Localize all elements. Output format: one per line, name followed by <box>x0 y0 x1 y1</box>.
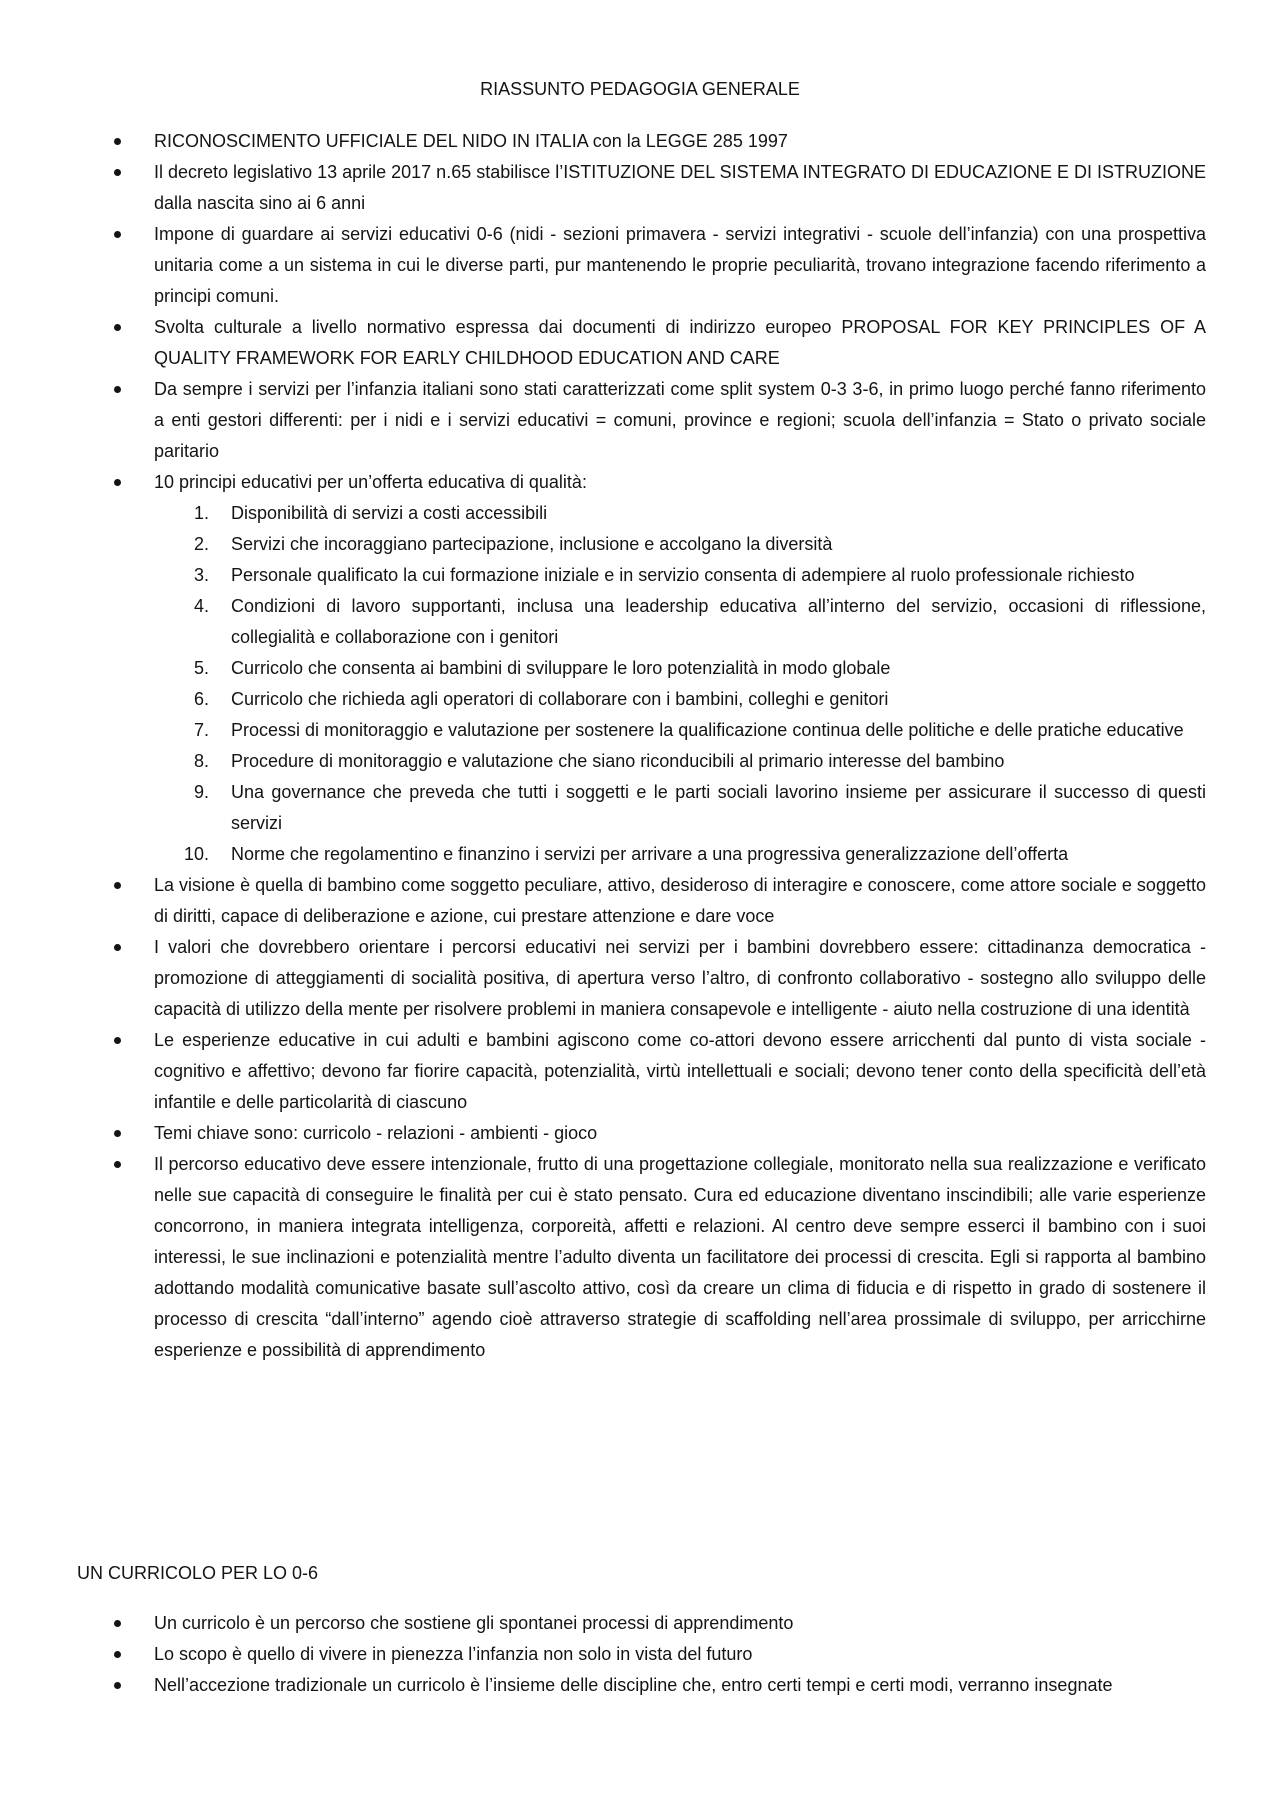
bullet-text: Il decreto legislativo 13 aprile 2017 n.65 stabilisce l’ISTITUZIONE DEL SISTEMA INTEGRATO DI EDUCAZIONE E DI ISTRUZIONE dalla nascita sino ai 6 anni <box>154 162 1206 213</box>
principle-item <box>154 529 1206 560</box>
principle-number: 5. <box>193 658 209 678</box>
bullet-icon <box>114 1161 121 1168</box>
list-item <box>0 312 1280 374</box>
bullet-text: I valori che dovrebbero orientare i percorsi educativi nei servizi per i bambini dovrebbero essere: cittadinanza democratica - promozione di atteggiamenti di socialità positiva, di apertura verso l’altro, di confronto collaborativo - sostegno allo sviluppo delle capacità di utilizzo della mente per risolvere problemi in maniera consapevole e intelligente - aiuto nella costruzione di una identità <box>154 937 1206 1019</box>
principle-number: 2. <box>193 534 209 554</box>
list-item <box>0 1118 1280 1149</box>
bullet-text: Da sempre i servizi per l’infanzia italiani sono stati caratterizzati come split system 0-3 3-6, in primo luogo perché fanno riferimento a enti gestori differenti: per i nidi e i servizi educativi = comuni, province e regioni; scuola dell’infanzia = Stato o privato sociale paritario <box>154 379 1206 461</box>
principle-text: Curricolo che consenta ai bambini di sviluppare le loro potenzialità in modo globale <box>231 658 891 678</box>
principle-item <box>154 560 1206 591</box>
bullet-text: Temi chiave sono: curricolo - relazioni - ambienti - gioco <box>154 1123 598 1143</box>
bullet-icon <box>114 1682 121 1689</box>
bullet-icon <box>114 882 121 889</box>
bullet-icon <box>114 138 121 145</box>
bullet-text: Svolta culturale a livello normativo espressa dai documenti di indirizzo europeo PROPOSAL FOR KEY PRINCIPLES OF A QUALITY FRAMEWORK FOR EARLY CHILDHOOD EDUCATION AND CARE <box>154 317 1206 368</box>
principle-text: Processi di monitoraggio e valutazione per sostenere la qualificazione continua delle politiche e delle pratiche educative <box>231 720 1184 740</box>
principle-text: Norme che regolamentino e finanzino i servizi per arrivare a una progressiva generalizzazione dell’offerta <box>231 844 1069 864</box>
bullet-icon <box>114 324 121 331</box>
principle-number: 9. <box>193 782 209 802</box>
list-item <box>0 1149 1280 1366</box>
principle-number: 7. <box>193 720 209 740</box>
principle-text: Disponibilità di servizi a costi accessibili <box>231 503 548 523</box>
section2-bullet-list <box>0 1608 1280 1701</box>
bullet-text: Nell’accezione tradizionale un curricolo è l’insieme delle discipline che, entro certi tempi e certi modi, verranno insegnate <box>154 1675 1113 1695</box>
section-heading: UN CURRICOLO PER LO 0-6 <box>77 1563 319 1583</box>
bullet-text: Impone di guardare ai servizi educativi 0-6 (nidi - sezioni primavera - servizi integrativi - scuole dell’infanzia) con una prospettiva unitaria come a un sistema in cui le diverse parti, pur mantenendo le proprie peculiarità, trovano integrazione facendo riferimento a principi comuni. <box>154 224 1206 306</box>
bullet-icon <box>114 944 121 951</box>
list-item <box>0 219 1280 312</box>
principle-number: 8. <box>193 751 209 771</box>
bullet-icon <box>114 386 121 393</box>
principle-text: Una governance che preveda che tutti i soggetti e le parti sociali lavorino insieme per assicurare il successo di questi servizi <box>231 782 1206 833</box>
bullet-text: La visione è quella di bambino come soggetto peculiare, attivo, desideroso di interagire e conoscere, come attore sociale e soggetto di diritti, capace di deliberazione e azione, cui prestare attenzione e dare voce <box>154 875 1206 926</box>
list-item <box>0 932 1280 1025</box>
principle-item <box>154 498 1206 529</box>
list-item <box>0 374 1280 467</box>
principle-item <box>154 746 1206 777</box>
principle-item <box>154 653 1206 684</box>
bullet-icon <box>114 1651 121 1658</box>
bullet-text: Un curricolo è un percorso che sostiene gli spontanei processi di apprendimento <box>154 1613 794 1633</box>
bullet-icon <box>114 479 121 486</box>
list-item <box>0 1025 1280 1118</box>
principle-number: 10. <box>183 844 209 864</box>
principle-text: Personale qualificato la cui formazione iniziale e in servizio consenta di adempiere al ruolo professionale richiesto <box>231 565 1135 585</box>
principle-item <box>154 684 1206 715</box>
bullet-text: Le esperienze educative in cui adulti e bambini agiscono come co-attori devono essere arricchenti dal punto di vista sociale - cognitivo e affettivo; devono far fiorire capacità, potenzialità, virtù intellettuali e sociali; devono tener conto della specificità dell’età infantile e delle particolarità di ciascuno <box>154 1030 1206 1112</box>
document-title: RIASSUNTO PEDAGOGIA GENERALE <box>480 79 800 99</box>
principle-number: 3. <box>193 565 209 585</box>
bullet-text: RICONOSCIMENTO UFFICIALE DEL NIDO IN ITALIA con la LEGGE 285 1997 <box>154 131 788 151</box>
bullet-text: 10 principi educativi per un’offerta educativa di qualità: <box>154 472 587 492</box>
main-bullet-list <box>0 126 1280 1366</box>
bullet-icon <box>114 1130 121 1137</box>
principle-item <box>154 839 1206 870</box>
bullet-icon <box>114 1037 121 1044</box>
principle-text: Procedure di monitoraggio e valutazione che siano riconducibili al primario interesse del bambino <box>231 751 1005 771</box>
principle-number: 6. <box>193 689 209 709</box>
list-item <box>0 126 1280 157</box>
bullet-text: Il percorso educativo deve essere intenzionale, frutto di una progettazione collegiale, monitorato nella sua realizzazione e verificato nelle sue capacità di conseguire le finalità per cui è stato pensato. Cura ed educazione diventano inscindibili; alle varie esperienze concorrono, in maniera integrata intelligenza, corporeità, affetti e relazioni. Al centro deve sempre esserci il bambino con i suoi interessi, le sue inclinazioni e potenzialità mentre l’adulto diventa un facilitatore dei processi di crescita. Egli si rapporta al bambino adottando modalità comunicative basate sull’ascolto attivo, così da creare un clima di fiducia e di rispetto in grado di sostenere il processo di crescita “dall’interno” agendo cioè attraverso strategie di scaffolding nell’area prossimale di sviluppo, per arricchirne esperienze e possibilità di apprendimento <box>154 1154 1206 1360</box>
bullet-text: Lo scopo è quello di vivere in pienezza l’infanzia non solo in vista del futuro <box>154 1644 753 1664</box>
principle-text: Curricolo che richieda agli operatori di collaborare con i bambini, colleghi e genitori <box>231 689 889 709</box>
list-item <box>0 1639 1280 1670</box>
principle-item <box>154 715 1206 746</box>
principle-text: Servizi che incoraggiano partecipazione, inclusione e accolgano la diversità <box>231 534 833 554</box>
list-item <box>0 870 1280 932</box>
list-item <box>0 157 1280 219</box>
bullet-icon <box>114 169 121 176</box>
bullet-icon <box>114 231 121 238</box>
principle-item <box>154 777 1206 839</box>
principle-text: Condizioni di lavoro supportanti, inclusa una leadership educativa all’interno del servizio, occasioni di riflessione, collegialità e collaborazione con i genitori <box>231 596 1206 647</box>
list-item <box>0 1670 1280 1701</box>
bullet-icon <box>114 1620 121 1627</box>
principle-item <box>154 591 1206 653</box>
principles-list <box>154 498 1206 870</box>
principle-number: 1. <box>193 503 209 523</box>
list-item <box>0 1608 1280 1639</box>
principle-number: 4. <box>193 596 209 616</box>
list-item <box>0 467 1280 870</box>
